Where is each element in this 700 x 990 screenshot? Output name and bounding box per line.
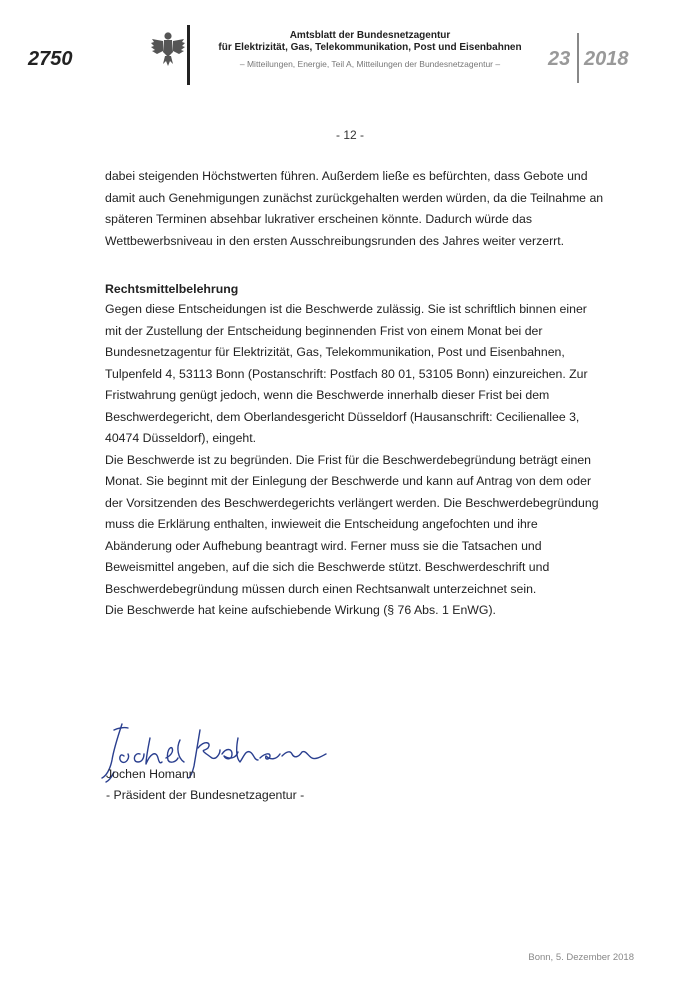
signer-name: Jochen Homann <box>106 767 196 781</box>
issue-year: 2018 <box>584 48 629 70</box>
inner-page-label: - 12 - <box>335 128 364 142</box>
federal-eagle-icon <box>150 30 186 70</box>
gazette-header <box>190 30 550 69</box>
continuation-paragraph: dabei steigenden Höchstwerten führen. Außerdem ließe es befürchten, dass Gebote und damit auch Genehmigungen zunächst zurückgehalten werden würden, da die Teilnahme an späteren Terminen absehbar lukrativer erscheinen könnte. Dadurch würde das Wettbewerbsniveau in den ersten Ausschreibungsrunden des Jahres weiter verzerrt. <box>105 169 604 248</box>
body-paragraph: Gegen diese Entscheidungen ist die Beschwerde zulässig. Sie ist schriftlich binnen einer mit der Zustellung der Entscheidung beginnenden Frist von einem Monat bei der Bundesnetzagentur für Elektrizität, Gas, Telekommunikation, Post und Eisenbahnen, Tulpenfeld 4, 53113 Bonn (Postanschrift: Postfach 80 01, 53105 Bonn) einzureichen. Zur Fristwahrung genügt jedoch, wenn die Beschwerde innerhalb dieser Frist bei dem Beschwerdegericht, dem Oberlandesgericht Düsseldorf (Hausanschrift: Cecilienallee 3, 40474 Düsseldorf), eingeht. <box>105 302 588 445</box>
footer-place-date: Bonn, 5. Dezember 2018 <box>528 952 634 963</box>
signer-role: - Präsident der Bundesnetzagentur - <box>106 788 305 802</box>
body-paragraph: Die Beschwerde hat keine aufschiebende Wirkung (§ 76 Abs. 1 EnWG). <box>105 603 496 617</box>
section-heading: Rechtsmittelbelehrung <box>105 282 239 296</box>
gazette-title-line1: Amtsblatt der Bundesnetzagentur <box>289 30 451 41</box>
issue-divider <box>577 33 579 83</box>
gazette-title-line2: für Elektrizität, Gas, Telekommunikation, Post und Eisenbahnen <box>218 42 522 53</box>
issue-number: 23 <box>548 48 571 70</box>
body-paragraph: Die Beschwerde ist zu begründen. Die Frist für die Beschwerdebegründung beträgt einen Monat. Sie beginnt mit der Einlegung der Beschwerde und kann auf Antrag von dem oder der Vorsitzenden des Beschwerdegerichts verlängert werden. Die Beschwerdebegründung muss die Erklärung enthalten, inwieweit die Entscheidung angefochten und ihre Abänderung oder Aufhebung beantragt wird. Ferner muss sie die Tatsachen und Beweismittel angeben, auf die sich die Beschwerde stützt. Beschwerdeschrift und Beschwerdebegründung müssen durch einen Rechtsanwalt unterzeichnet sein. <box>105 452 599 596</box>
document-body <box>105 166 605 622</box>
gazette-subtitle: – Mitteilungen, Energie, Teil A, Mitteilungen der Bundesnetzagentur – <box>239 59 501 69</box>
page-number: 2750 <box>28 48 73 70</box>
